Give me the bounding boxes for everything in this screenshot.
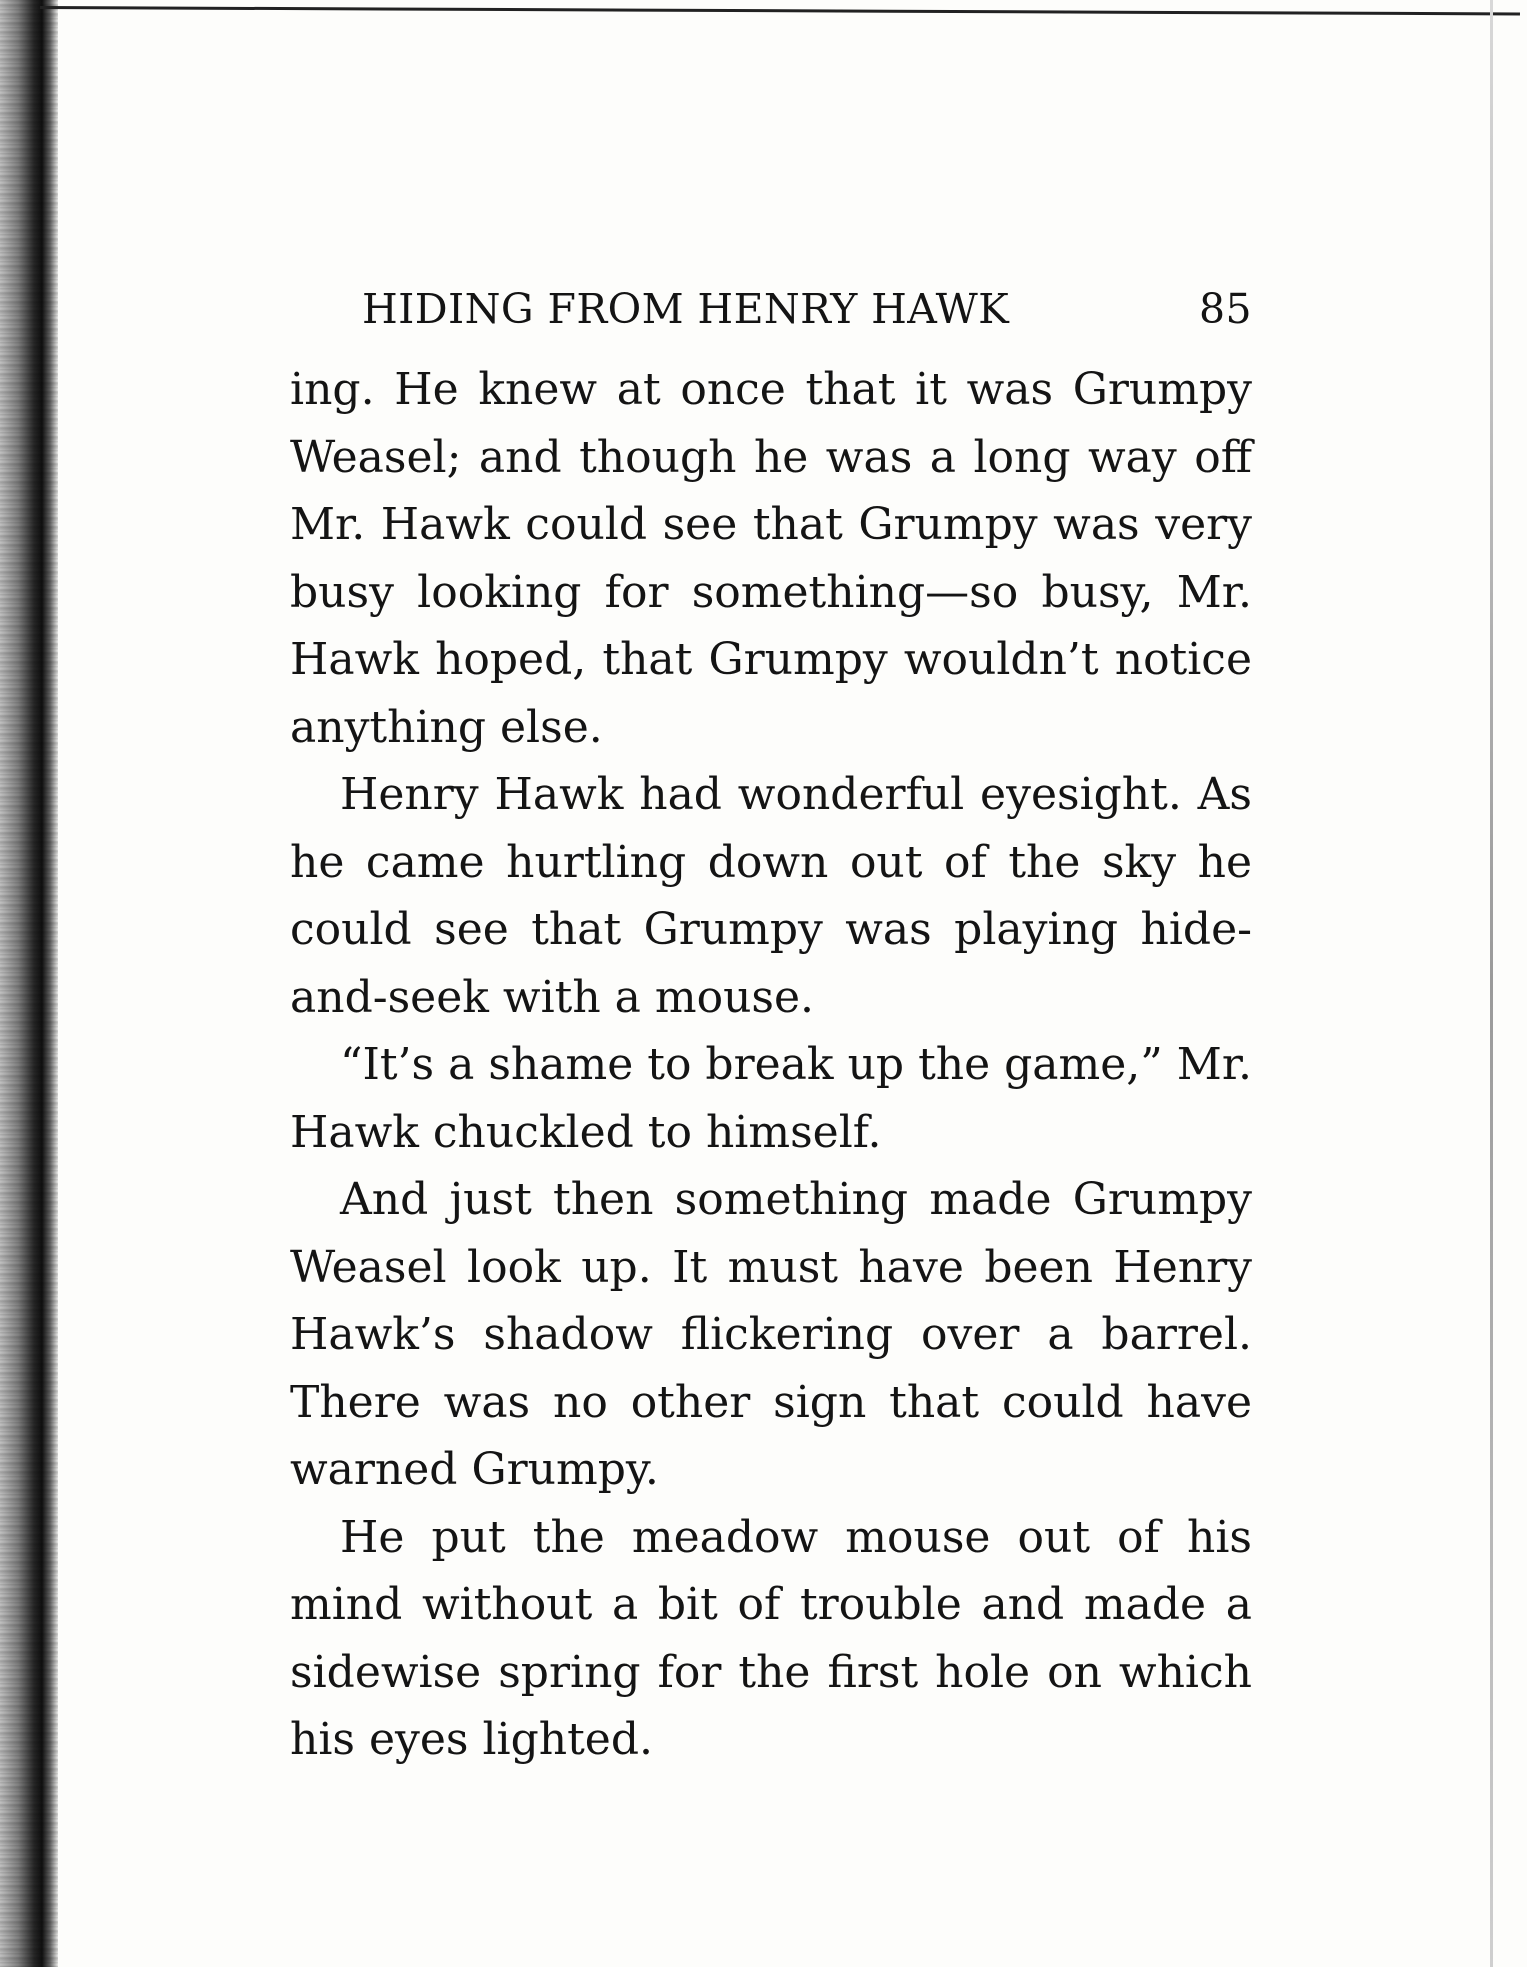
running-head — [362, 285, 1252, 334]
text-block — [290, 285, 1252, 1774]
paragraph-4: And just then something made Grumpy Weasel look up. It must have been Henry Hawk’s shadow flickering over a barrel. There was no other sign that could have warned Grumpy. — [290, 1174, 1252, 1496]
book-spine-shadow — [0, 0, 58, 1967]
page-number: 85 — [1199, 285, 1252, 333]
running-head-title: HIDING FROM HENRY HAWK — [362, 285, 1010, 333]
page-top-edge — [40, 6, 1520, 15]
page-right-edge — [1490, 0, 1493, 1967]
paragraph-3: “It’s a shame to break up the game,” Mr. Hawk chuckled to himself. — [290, 1039, 1252, 1158]
paragraph-2: Henry Hawk had wonderful eyesight. As he came hurtling down out of the sky he could see that Grumpy was playing hide-and-seek with a mouse. — [290, 769, 1252, 1023]
paragraph-1: ing. He knew at once that it was Grumpy Weasel; and though he was a long way off Mr. Hawk could see that Grumpy was very busy looking for something—so busy, Mr. Hawk hoped, that Grumpy wouldn’t notice anything else. — [290, 364, 1252, 753]
paragraph-5: He put the meadow mouse out of his mind without a bit of trouble and made a sidewise spring for the first hole on which his eyes lighted. — [290, 1511, 1252, 1766]
